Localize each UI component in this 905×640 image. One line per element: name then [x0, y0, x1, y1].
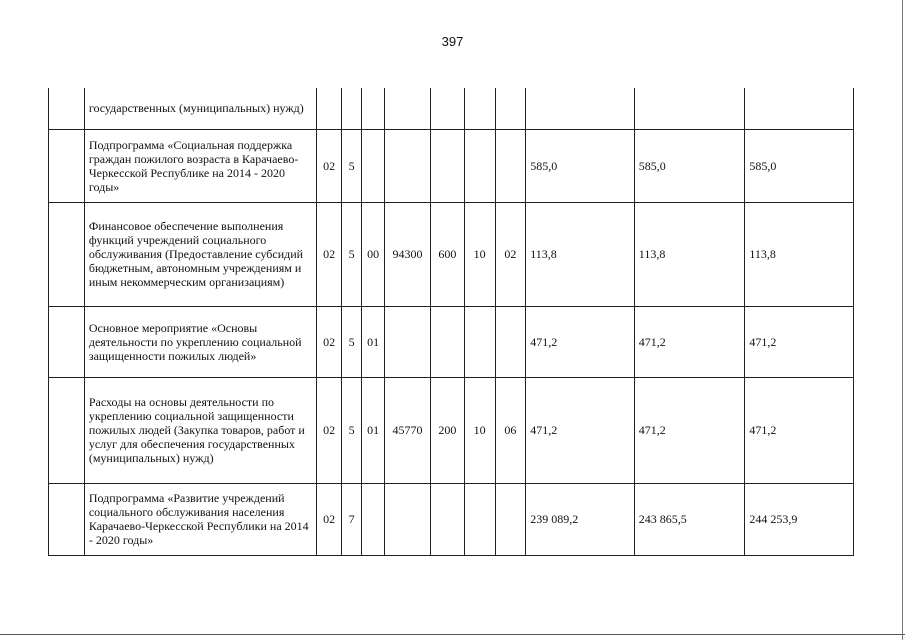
row-number-cell [49, 483, 85, 555]
code-cell: 10 [464, 202, 495, 306]
budget-table [48, 88, 854, 556]
code-cell: 02 [317, 483, 342, 555]
code-cell [341, 88, 361, 129]
code-cell: 5 [341, 306, 361, 377]
code-cell: 02 [317, 306, 342, 377]
code-cell: 00 [362, 202, 385, 306]
sum-cell: 471,2 [526, 306, 635, 377]
sum-cell: 471,2 [634, 377, 745, 483]
code-cell [362, 129, 385, 202]
row-name-cell: Подпрограмма «Развитие учреждений социального обслуживания населения Карачаево-Черкесской Республики на 2014 - 2020 годы» [84, 483, 316, 555]
table-row [49, 483, 854, 555]
code-cell [495, 306, 526, 377]
sum-cell: 471,2 [745, 377, 854, 483]
sum-cell: 471,2 [634, 306, 745, 377]
code-cell: 06 [495, 377, 526, 483]
code-cell [430, 483, 464, 555]
code-cell [384, 306, 430, 377]
sum-cell: 113,8 [745, 202, 854, 306]
row-number-cell [49, 88, 85, 129]
code-cell [430, 129, 464, 202]
row-name-cell: Финансовое обеспечение выполнения функций учреждений социального обслуживания (Предоставление субсидий бюджетным, автономным учреждениям и иным некоммерческим организациям) [84, 202, 316, 306]
sum-cell: 239 089,2 [526, 483, 635, 555]
table-row [49, 202, 854, 306]
sum-cell: 585,0 [745, 129, 854, 202]
code-cell [464, 129, 495, 202]
sum-cell: 471,2 [745, 306, 854, 377]
code-cell: 5 [341, 377, 361, 483]
code-cell [430, 88, 464, 129]
code-cell [495, 129, 526, 202]
code-cell [362, 483, 385, 555]
code-cell: 5 [341, 129, 361, 202]
sum-cell [745, 88, 854, 129]
row-name-cell: Расходы на основы деятельности по укреплению социальной защищенности пожилых людей (Закупка товаров, работ и услуг для обеспечения государственных (муниципальных) нужд) [84, 377, 316, 483]
row-number-cell [49, 377, 85, 483]
table-row [49, 306, 854, 377]
code-cell [464, 88, 495, 129]
page-number: 397 [441, 34, 464, 49]
code-cell: 600 [430, 202, 464, 306]
code-cell: 02 [495, 202, 526, 306]
table-row [49, 377, 854, 483]
budget-table-container [48, 88, 854, 556]
sum-cell [634, 88, 745, 129]
code-cell [317, 88, 342, 129]
row-number-cell [49, 129, 85, 202]
table-row [49, 88, 854, 129]
sum-cell: 113,8 [526, 202, 635, 306]
code-cell: 01 [362, 306, 385, 377]
row-name-cell: Подпрограмма «Социальная поддержка граждан пожилого возраста в Карачаево-Черкесской Республике на 2014 - 2020 годы» [84, 129, 316, 202]
row-number-cell [49, 306, 85, 377]
code-cell [464, 306, 495, 377]
sum-cell: 471,2 [526, 377, 635, 483]
scan-frame-right [902, 0, 903, 640]
code-cell [362, 88, 385, 129]
row-number-cell [49, 202, 85, 306]
code-cell: 7 [341, 483, 361, 555]
code-cell: 5 [341, 202, 361, 306]
sum-cell: 113,8 [634, 202, 745, 306]
code-cell [495, 483, 526, 555]
code-cell: 02 [317, 377, 342, 483]
code-cell: 94300 [384, 202, 430, 306]
code-cell: 10 [464, 377, 495, 483]
code-cell [495, 88, 526, 129]
sum-cell: 244 253,9 [745, 483, 854, 555]
code-cell: 01 [362, 377, 385, 483]
code-cell [384, 483, 430, 555]
sum-cell: 243 865,5 [634, 483, 745, 555]
scan-frame-bottom [0, 634, 905, 635]
table-row [49, 129, 854, 202]
row-name-cell: Основное мероприятие «Основы деятельности по укреплению социальной защищенности пожилых людей» [84, 306, 316, 377]
code-cell [464, 483, 495, 555]
code-cell: 200 [430, 377, 464, 483]
sum-cell [526, 88, 635, 129]
code-cell [384, 88, 430, 129]
sum-cell: 585,0 [634, 129, 745, 202]
code-cell [430, 306, 464, 377]
code-cell: 02 [317, 202, 342, 306]
code-cell: 02 [317, 129, 342, 202]
row-name-cell: государственных (муниципальных) нужд) [84, 88, 316, 129]
code-cell [384, 129, 430, 202]
code-cell: 45770 [384, 377, 430, 483]
sum-cell: 585,0 [526, 129, 635, 202]
